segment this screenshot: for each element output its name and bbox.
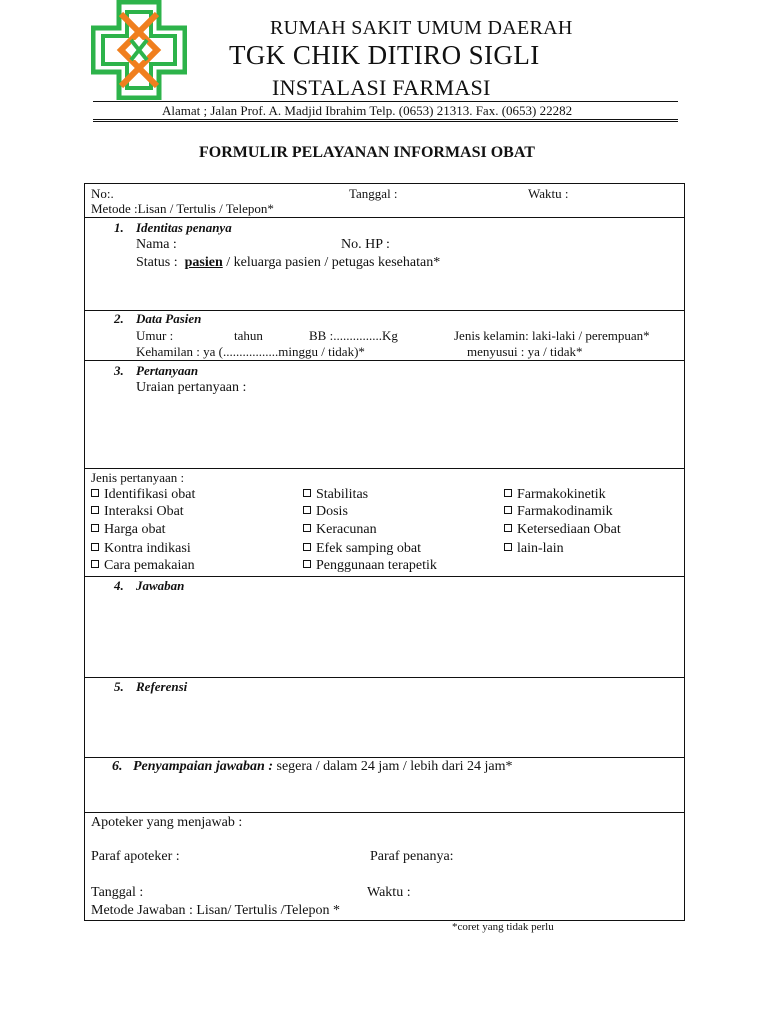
status-field bbox=[136, 255, 440, 271]
section-6 bbox=[85, 757, 684, 758]
waktu-field: Waktu : bbox=[528, 186, 569, 201]
status-options: / keluarga pasien / petugas kesehatan* bbox=[226, 255, 441, 270]
hospital-logo bbox=[91, 0, 187, 100]
metode-jawaban-field: Metode Jawaban : Lisan/ Tertulis /Telepon * bbox=[91, 903, 340, 918]
tanggal-field: Tanggal : bbox=[349, 186, 398, 201]
hp-field: No. HP : bbox=[341, 237, 390, 252]
status-label: Status : bbox=[136, 255, 178, 270]
form-table bbox=[84, 183, 685, 921]
checkbox-farmakodinamik[interactable]: Farmakodinamik bbox=[504, 504, 613, 520]
footer-section bbox=[85, 812, 684, 813]
checkbox-interaksi[interactable]: Interaksi Obat bbox=[91, 504, 184, 520]
section-6-number: 6. bbox=[112, 759, 123, 774]
section-3 bbox=[85, 360, 684, 361]
checkbox-icon bbox=[91, 489, 99, 497]
hospital-name-line1: RUMAH SAKIT UMUM DAERAH bbox=[270, 17, 573, 39]
checkbox-icon bbox=[91, 524, 99, 532]
footer-tanggal-field: Tanggal : bbox=[91, 885, 144, 900]
no-field: No:. bbox=[91, 186, 114, 201]
checkbox-kontra-indikasi[interactable]: Kontra indikasi bbox=[91, 541, 191, 557]
section-4-title: Jawaban bbox=[136, 578, 185, 593]
uraian-field: Uraian pertanyaan : bbox=[136, 380, 247, 395]
checkbox-icon bbox=[303, 524, 311, 532]
checkbox-icon bbox=[504, 524, 512, 532]
section-5-title: Referensi bbox=[136, 679, 188, 694]
paraf-apoteker-field: Paraf apoteker : bbox=[91, 849, 180, 864]
checkbox-farmakokinetik[interactable]: Farmakokinetik bbox=[504, 487, 606, 503]
header-divider-bottom bbox=[93, 119, 678, 120]
checkbox-identifikasi[interactable]: Identifikasi obat bbox=[91, 487, 195, 503]
form-title: FORMULIR PELAYANAN INFORMASI OBAT bbox=[199, 144, 535, 161]
section-6-row bbox=[112, 759, 513, 775]
checkbox-icon bbox=[91, 506, 99, 514]
section-2-number: 2. bbox=[114, 311, 124, 326]
checkbox-penggunaan-terapetik[interactable]: Penggunaan terapetik bbox=[303, 558, 437, 574]
checkbox-stabilitas[interactable]: Stabilitas bbox=[303, 487, 368, 503]
menyusui-field: menyusui : ya / tidak* bbox=[467, 344, 583, 359]
hospital-name-line2: TGK CHIK DITIRO SIGLI bbox=[229, 40, 540, 70]
tahun-label: tahun bbox=[234, 328, 263, 343]
checkbox-icon bbox=[91, 560, 99, 568]
bb-field: BB :...............Kg bbox=[309, 328, 398, 343]
section-1-title: Identitas penanya bbox=[136, 220, 232, 235]
checkbox-ketersediaan[interactable]: Ketersediaan Obat bbox=[504, 522, 621, 538]
footer-waktu-field: Waktu : bbox=[367, 885, 411, 900]
jenis-label: Jenis pertanyaan : bbox=[91, 470, 185, 485]
hospital-name-line3: INSTALASI FARMASI bbox=[272, 75, 491, 100]
section-5-number: 5. bbox=[114, 679, 124, 694]
checkbox-icon bbox=[303, 560, 311, 568]
checkbox-icon bbox=[504, 506, 512, 514]
section-6-title: Penyampaian jawaban : bbox=[133, 759, 274, 774]
checkbox-icon bbox=[303, 506, 311, 514]
checkbox-harga[interactable]: Harga obat bbox=[91, 522, 166, 538]
paraf-penanya-field: Paraf penanya: bbox=[370, 849, 454, 864]
section-3-number: 3. bbox=[114, 363, 124, 378]
umur-field: Umur : bbox=[136, 328, 174, 343]
header-divider-bottom-2 bbox=[93, 121, 678, 122]
jenis-kelamin-field: Jenis kelamin: laki-laki / perempuan* bbox=[454, 328, 650, 343]
checkbox-icon bbox=[504, 543, 512, 551]
status-selected: pasien bbox=[184, 255, 223, 270]
checkbox-cara-pemakaian[interactable]: Cara pemakaian bbox=[91, 558, 195, 574]
section-6-options: segera / dalam 24 jam / lebih dari 24 jam* bbox=[276, 759, 513, 774]
apoteker-field: Apoteker yang menjawab : bbox=[91, 815, 243, 830]
checkbox-icon bbox=[303, 489, 311, 497]
section-1-number: 1. bbox=[114, 220, 124, 235]
section-5 bbox=[85, 677, 684, 678]
metode-field: Metode :Lisan / Tertulis / Telepon* bbox=[91, 201, 274, 216]
section-1 bbox=[85, 217, 684, 218]
checkbox-efek-samping[interactable]: Efek samping obat bbox=[303, 541, 421, 557]
checkbox-icon bbox=[504, 489, 512, 497]
hospital-address: Alamat ; Jalan Prof. A. Madjid Ibrahim Telp. (0653) 21313. Fax. (0653) 22282 bbox=[162, 103, 573, 118]
checkbox-icon bbox=[91, 543, 99, 551]
kehamilan-field: Kehamilan : ya (.................minggu / tidak)* bbox=[136, 344, 365, 359]
nama-field: Nama : bbox=[136, 237, 177, 252]
section-4-number: 4. bbox=[114, 578, 124, 593]
checkbox-icon bbox=[303, 543, 311, 551]
checkbox-dosis[interactable]: Dosis bbox=[303, 504, 348, 520]
checkbox-keracunan[interactable]: Keracunan bbox=[303, 522, 377, 538]
section-4 bbox=[85, 576, 684, 577]
checkbox-lain-lain[interactable]: lain-lain bbox=[504, 541, 564, 557]
section-3-title: Pertanyaan bbox=[136, 363, 199, 378]
section-2-title: Data Pasien bbox=[136, 311, 202, 326]
footnote: *coret yang tidak perlu bbox=[452, 921, 554, 933]
header-divider-top bbox=[93, 101, 678, 102]
jenis-section bbox=[85, 468, 684, 469]
